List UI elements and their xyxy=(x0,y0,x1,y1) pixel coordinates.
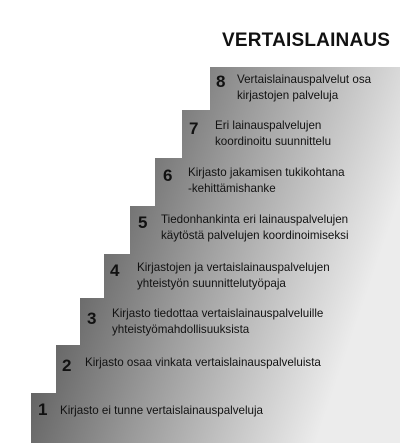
step-6-number: 6 xyxy=(163,166,173,185)
step-4-number: 4 xyxy=(110,261,120,280)
step-4-label xyxy=(137,260,330,292)
step-7-line-1: Eri lainauspalvelujen xyxy=(215,119,322,132)
step-1-line-1: Kirjasto ei tunne vertaislainauspalveluja xyxy=(60,404,264,417)
step-8-line-1: Vertaislainauspalvelut osa xyxy=(237,73,372,86)
step-7-line-2: koordinoitu suunnittelu xyxy=(215,135,332,148)
step-3-label xyxy=(112,306,323,338)
step-3-line-2: yhteistyömahdollisuuksista xyxy=(112,323,250,336)
step-6-line-1: Kirjasto jakamisen tukikohtana xyxy=(188,166,345,179)
step-8-label xyxy=(237,72,371,104)
step-5-number: 5 xyxy=(138,213,148,232)
step-3-line-1: Kirjasto tiedottaa vertaislainauspalveluille xyxy=(112,307,324,320)
step-2-label xyxy=(85,355,321,371)
step-8-line-2: kirjastojen palveluja xyxy=(237,89,339,102)
step-3-number: 3 xyxy=(87,309,97,328)
step-2-line-1: Kirjasto osaa vinkata vertaislainauspalveluista xyxy=(85,356,321,369)
step-1-label xyxy=(60,403,263,419)
step-4-line-1: Kirjastojen ja vertaislainauspalvelujen xyxy=(137,261,330,274)
step-7-number: 7 xyxy=(189,119,199,138)
step-8-number: 8 xyxy=(216,72,226,91)
step-2-number: 2 xyxy=(62,356,72,375)
step-5-label xyxy=(161,212,349,244)
step-1-number: 1 xyxy=(38,400,48,419)
step-4-line-2: yhteistyön suunnittelutyöpaja xyxy=(137,277,286,290)
step-7-label xyxy=(215,118,331,150)
step-6-label xyxy=(188,165,345,197)
step-5-line-2: käytöstä palvelujen koordinoimiseksi xyxy=(161,229,349,242)
step-5-line-1: Tiedonhankinta eri lainauspalvelujen xyxy=(161,213,349,226)
step-6-line-2: -kehittämishanke xyxy=(188,182,276,195)
diagram-title: VERTAISLAINAUS xyxy=(222,30,391,51)
